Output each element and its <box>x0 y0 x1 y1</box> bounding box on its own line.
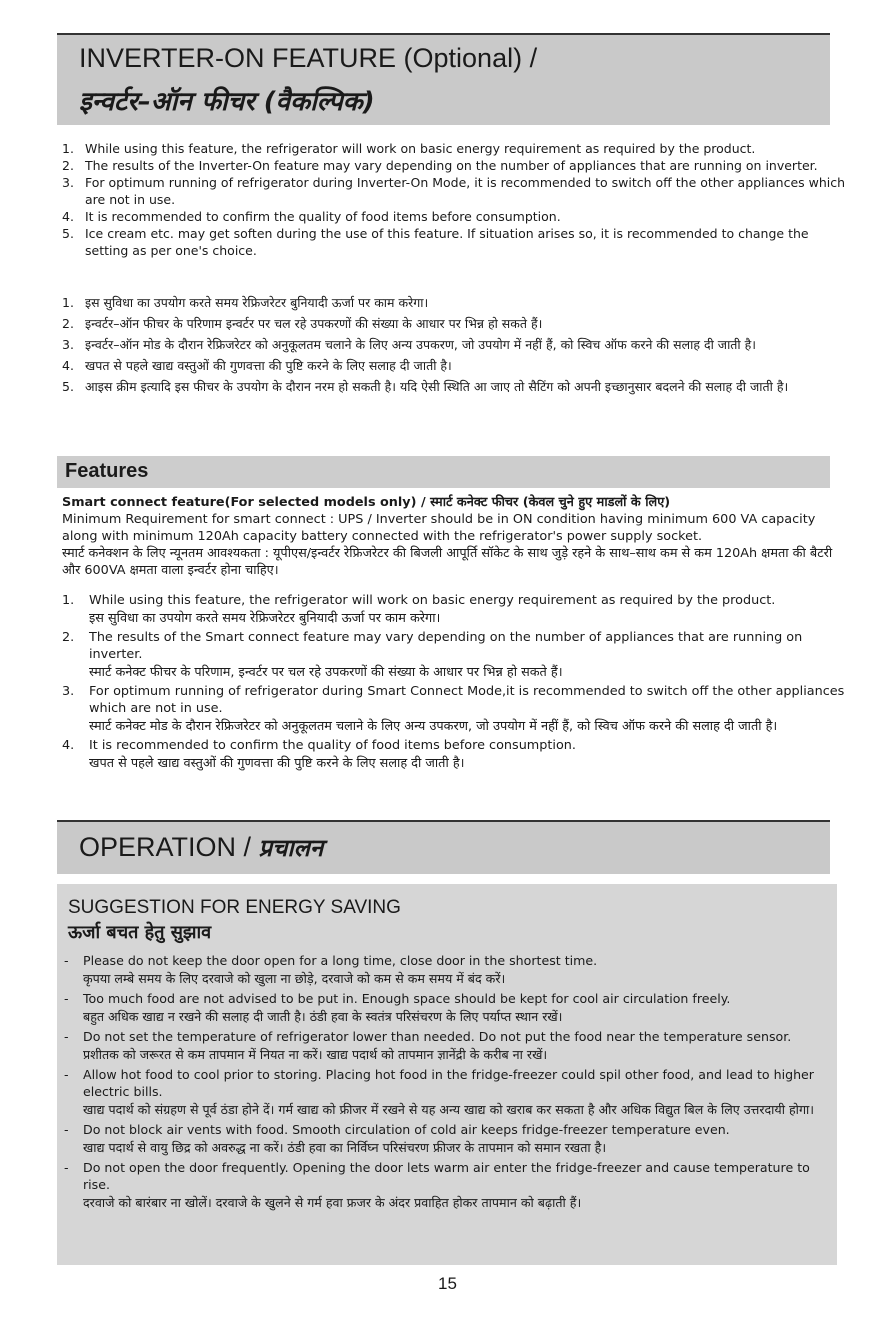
list-item: - Do not set the temperature of refrigerator lower than needed. Do not put the food near the temperature sensor. प्रशीतक को जरूरत से कम तापमान में नियत ना करें। खाद्य पदार्थ को तापमान ज्ञानेंद्री के करीब ना रखें। <box>64 1029 792 1062</box>
features-list <box>62 592 852 774</box>
inverter-title-hi: इन्वर्टर–ऑन फीचर (वैकल्पिक) <box>79 87 375 117</box>
inverter-title-en: INVERTER-ON FEATURE (Optional) / <box>79 43 538 73</box>
list-item: 5. आइस क्रीम इत्यादि इस फीचर के उपयोग के दौरान नरम हो सकती है। यदि ऐसी स्थिति आ जाए तो सैटिंग को अपनी इच्छानुसार बदलने की सलाह दी जाती है। <box>62 379 789 394</box>
list-item: 4. It is recommended to confirm the quality of food items before consumption. खपत से पहले खाद्य वस्तुओं की गुणवत्ता की पुष्टि करने के लिए सलाह दी जाती है। <box>62 738 576 771</box>
energy-saving-title-en: SUGGESTION FOR ENERGY SAVING <box>68 897 401 918</box>
list-item: 3. इन्वर्टर–ऑन मोड के दौरान रेफ्रिजरेटर को अनुकूलतम चलाने के लिए अन्य उपकरण, जो उपयोग में नहीं हैं, को स्विच ऑफ करने की सलाह दी जाती है। <box>62 337 757 352</box>
features-requirement-hi: स्मार्ट कनेक्शन के लिए न्यूनतम आवश्यकता : यूपीएस/इन्वर्टर रेफ्रिजरेटर की बिजली आपूर्ति सॉकेट के साथ जुड़े रहने के साथ–साथ कम से कम 120Ah क्षमता की बैटरी और 600VA क्षमता वाला इन्वर्टर होना चाहिए। <box>62 546 833 578</box>
list-item: 1. While using this feature, the refrigerator will work on basic energy requirement as required by the product. <box>62 141 756 156</box>
features-requirement-en: Minimum Requirement for smart connect : UPS / Inverter should be in ON condition having minimum 600 VA capacity along with minimum 120Ah capacity battery connected with the refrigerator's power supply socket. <box>62 512 816 544</box>
list-item: 3. For optimum running of refrigerator during Smart Connect Mode,it is recommended to switch off the other appliances which are not in use. स्मार्ट कनेक्ट मोड के दौरान रेफ्रिजरेटर को अनुकूलतम चलाने के लिए अन्य उपकरण, जो उपयोग में नहीं हैं, को स्विच ऑफ करने की सलाह दी जाती है। <box>62 684 845 734</box>
features-intro <box>62 494 852 579</box>
list-item: 1. इस सुविधा का उपयोग करते समय रेफ्रिजरेटर बुनियादी ऊर्जा पर काम करेगा। <box>62 295 429 310</box>
operation-header-band <box>57 820 830 874</box>
inverter-list-hi <box>62 292 852 397</box>
features-subtitle: Smart connect feature(For selected models only) / स्मार्ट कनेक्ट फीचर (केवल चुने हुए माडलों के लिए) <box>62 495 671 510</box>
list-item: - Too much food are not advised to be put in. Enough space should be kept for cool air circulation freely. बहुत अधिक खाद्य न रखने की सलाह दी जाती है। ठंडी हवा के स्वतंत्र परिसंचरण के लिए पर्याप्त स्थान रखें। <box>64 991 731 1024</box>
list-item: 1. While using this feature, the refrigerator will work on basic energy requirement as required by the product. इस सुविधा का उपयोग करते समय रेफ्रिजरेटर बुनियादी ऊर्जा पर काम करेगा। <box>62 593 776 626</box>
list-item: - Allow hot food to cool prior to storing. Placing hot food in the fridge-freezer could spil other food, and lead to higher electric bills. खाद्य पदार्थ को संग्रहण से पूर्व ठंडा होने दें। गर्म खाद्य को फ्रीजर में रखने से यह अन्य खाद्य को खराब कर सकता है और अधिक विद्युत बिल के लिए उत्तरदायी होगा। <box>64 1067 815 1117</box>
inverter-header-band <box>57 33 830 125</box>
list-item: 2. The results of the Smart connect feature may vary depending on the number of appliances that are running on inverter. स्मार्ट कनेक्ट फीचर के परिणाम, इन्वर्टर पर चल रहे उपकरणों की संख्या के आधार पर भिन्न हो सकते हैं। <box>62 630 803 680</box>
list-item: 5. Ice cream etc. may get soften during the use of this feature. If situation arises so, it is recommended to change the setting as per one's choice. <box>62 226 809 258</box>
list-item: - Do not open the door frequently. Opening the door lets warm air enter the fridge-freezer and cause temperature to rise. दरवाजे को बारंबार ना खोलें। दरवाजे के खुलने से गर्म हवा फ्रजर के अंदर प्रवाहित होकर तापमान को बढ़ाती हैं। <box>64 1160 810 1210</box>
page-number: 15 <box>438 1274 457 1293</box>
list-item: 2. इन्वर्टर–ऑन फीचर के परिणाम इन्वर्टर पर चल रहे उपकरणों की संख्या के आधार पर भिन्न हो सकते हैं। <box>62 316 543 331</box>
list-item: - Do not block air vents with food. Smooth circulation of cold air keeps fridge-freezer temperature even. खाद्य पदार्थ से वायु छिद्र को अवरुद्ध ना करें। ठंडी हवा का निर्विघ्न परिसंचरण फ्रीजर के तापमान को समान रखता है। <box>64 1122 730 1155</box>
inverter-list-en <box>62 140 852 259</box>
energy-saving-list <box>64 952 834 1214</box>
features-heading: Features <box>65 460 149 482</box>
list-item: - Please do not keep the door open for a long time, close door in the shortest time. कृपया लम्बे समय के लिए दरवाजे को खुला ना छोड़े, दरवाजे को कम से कम समय में बंद करें। <box>64 953 598 986</box>
energy-saving-title-hi: ऊर्जा बचत हेतु सुझाव <box>68 922 212 943</box>
operation-title: OPERATION / प्रचालन <box>79 832 324 862</box>
list-item: 4. It is recommended to confirm the quality of food items before consumption. <box>62 209 561 224</box>
features-header-band <box>57 456 830 488</box>
list-item: 2. The results of the Inverter-On feature may vary depending on the number of appliances that are running on inverter. <box>62 158 818 173</box>
list-item: 3. For optimum running of refrigerator during Inverter-On Mode, it is recommended to switch off the other appliances which are not in use. <box>62 175 846 207</box>
list-item: 4. खपत से पहले खाद्य वस्तुओं की गुणवत्ता की पुष्टि करने के लिए सलाह दी जाती है। <box>62 358 452 373</box>
